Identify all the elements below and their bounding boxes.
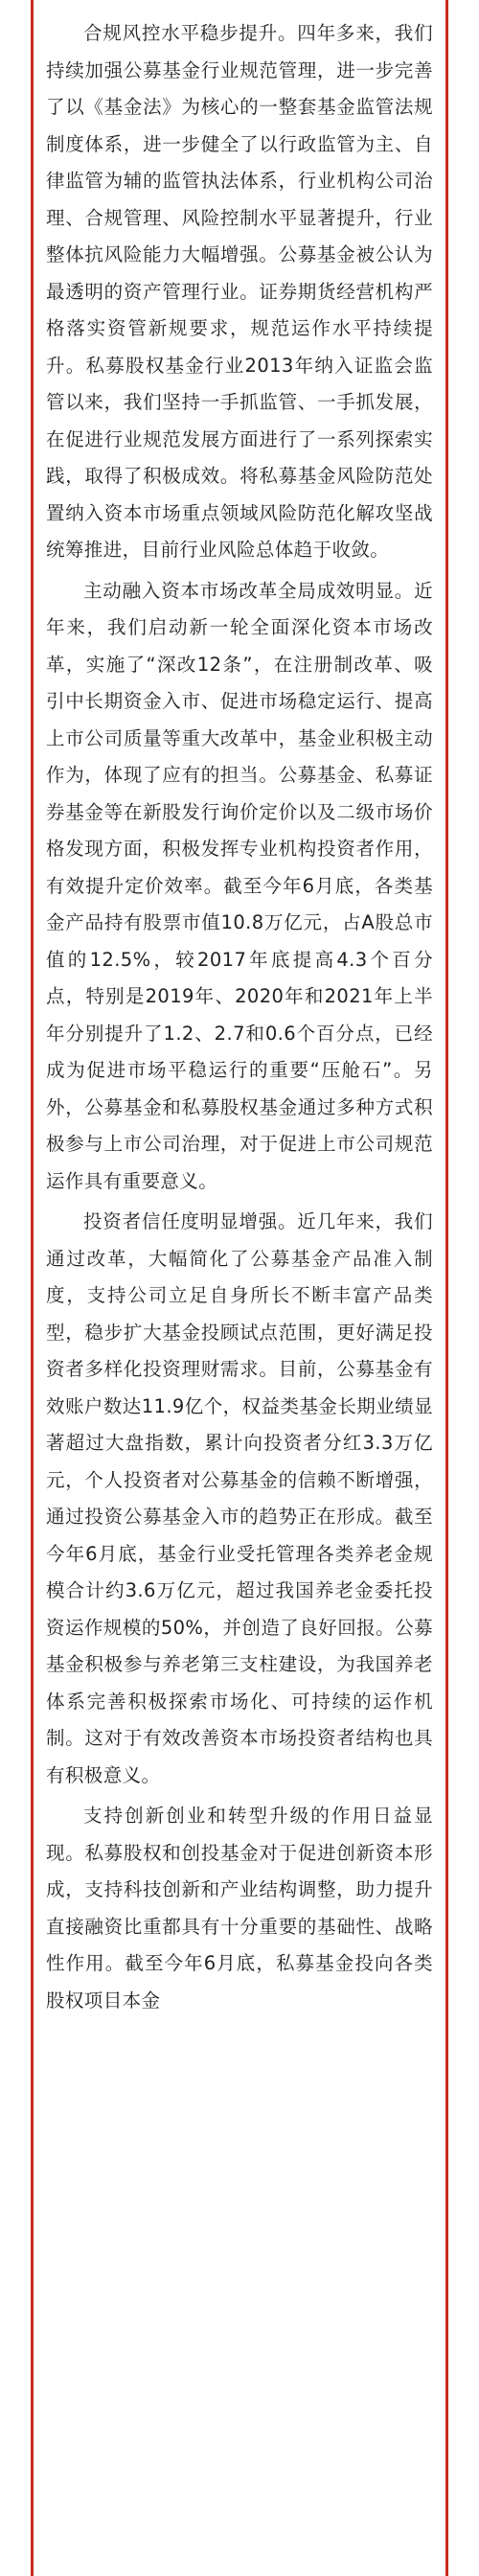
paragraph-text: 私募股权和创投基金对于促进创新资本形成，支持科技创新和产业结构调整，助力提升直接融资比重都具有十分重要的基础性、战略性作用。截至今年6月底，私募基金投向各类股权项目本金	[46, 1841, 433, 2012]
paragraph-lead: 支持创新创业和转型升级的作用日益显现。	[46, 1805, 433, 1864]
right-red-border	[445, 0, 448, 2576]
paragraph-investor-trust	[46, 1204, 433, 1794]
paragraph-market-reform	[46, 573, 433, 1201]
paragraph-lead: 投资者信任度明显增强。	[83, 1210, 298, 1232]
paragraph-text: 近几年来，我们通过改革，大幅简化了公募基金产品准入制度，支持公司立足自身所长不断丰富产品类型，稳步扩大基金投顾试点范围，更好满足投资者多样化投资理财需求。目前，公募基金有效账户数达11.9亿个，权益类基金长期业绩显著超过大盘指数，累计向投资者分红3.3万亿元，个人投资者对公募基金的信赖不断增强，通过投资公募基金入市的趋势正在形成。截至今年6月底，基金行业受托管理各类养老金规模合计约3.6万亿元，超过我国养老金委托投资运作规模的50%，并创造了良好回报。公募基金积极参与养老第三支柱建设，为我国养老体系完善积极探索市场化、可持续的运作机制。这对于有效改善资本市场投资者结构也具有积极意义。	[46, 1210, 433, 1786]
paragraph-text: 近年来，我们启动新一轮全面深化资本市场改革，实施了“深改12条”，在注册制改革、吸引中长期资金入市、促进市场稳定运行、提高上市公司质量等重大改革中，基金业积极主动作为，体现了应有的担当。公募基金、私募证券基金等在新股发行询价定价以及二级市场价格发现方面，积极发挥专业机构投资者作用，有效提升定价效率。截至今年6月底，各类基金产品持有股票市值10.8万亿元，占A股总市值的12.5%，较2017年底提高4.3个百分点，特别是2019年、2020年和2021年上半年分别提升了1.2、2.7和0.6个百分点，已经成为促进市场平稳运行的重要“压舱石”。另外，公募基金和私募股权基金通过多种方式积极参与上市公司治理，对于促进上市公司规范运作具有重要意义。	[46, 579, 433, 1192]
paragraph-risk-control	[46, 15, 433, 569]
paragraph-text: 四年多来，我们持续加强公募基金行业规范管理，进一步完善了以《基金法》为核心的一整套基金监管法规制度体系，进一步健全了以行政监管为主、自律监管为辅的监管执法体系，行业机构公司治理、合规管理、风险控制水平显著提升，行业整体抗风险能力大幅增强。公募基金被公认为最透明的资产管理行业。证券期货经营机构严格落实资管新规要求，规范运作水平持续提升。私募股权基金行业2013年纳入证监会监管以来，我们坚持一手抓监管、一手抓发展，在促进行业规范发展方面进行了一系列探索实践，取得了积极成效。将私募基金风险防范处置纳入资本市场重点领域风险防范化解攻坚战统筹推进，目前行业风险总体趋于收敛。	[46, 22, 433, 561]
paragraph-lead: 主动融入资本市场改革全局成效明显。	[83, 579, 415, 602]
paragraph-innovation-support	[46, 1798, 433, 2019]
left-red-border	[31, 0, 34, 2576]
paragraph-lead: 合规风控水平稳步提升。	[83, 22, 298, 44]
article-body	[46, 15, 433, 2023]
